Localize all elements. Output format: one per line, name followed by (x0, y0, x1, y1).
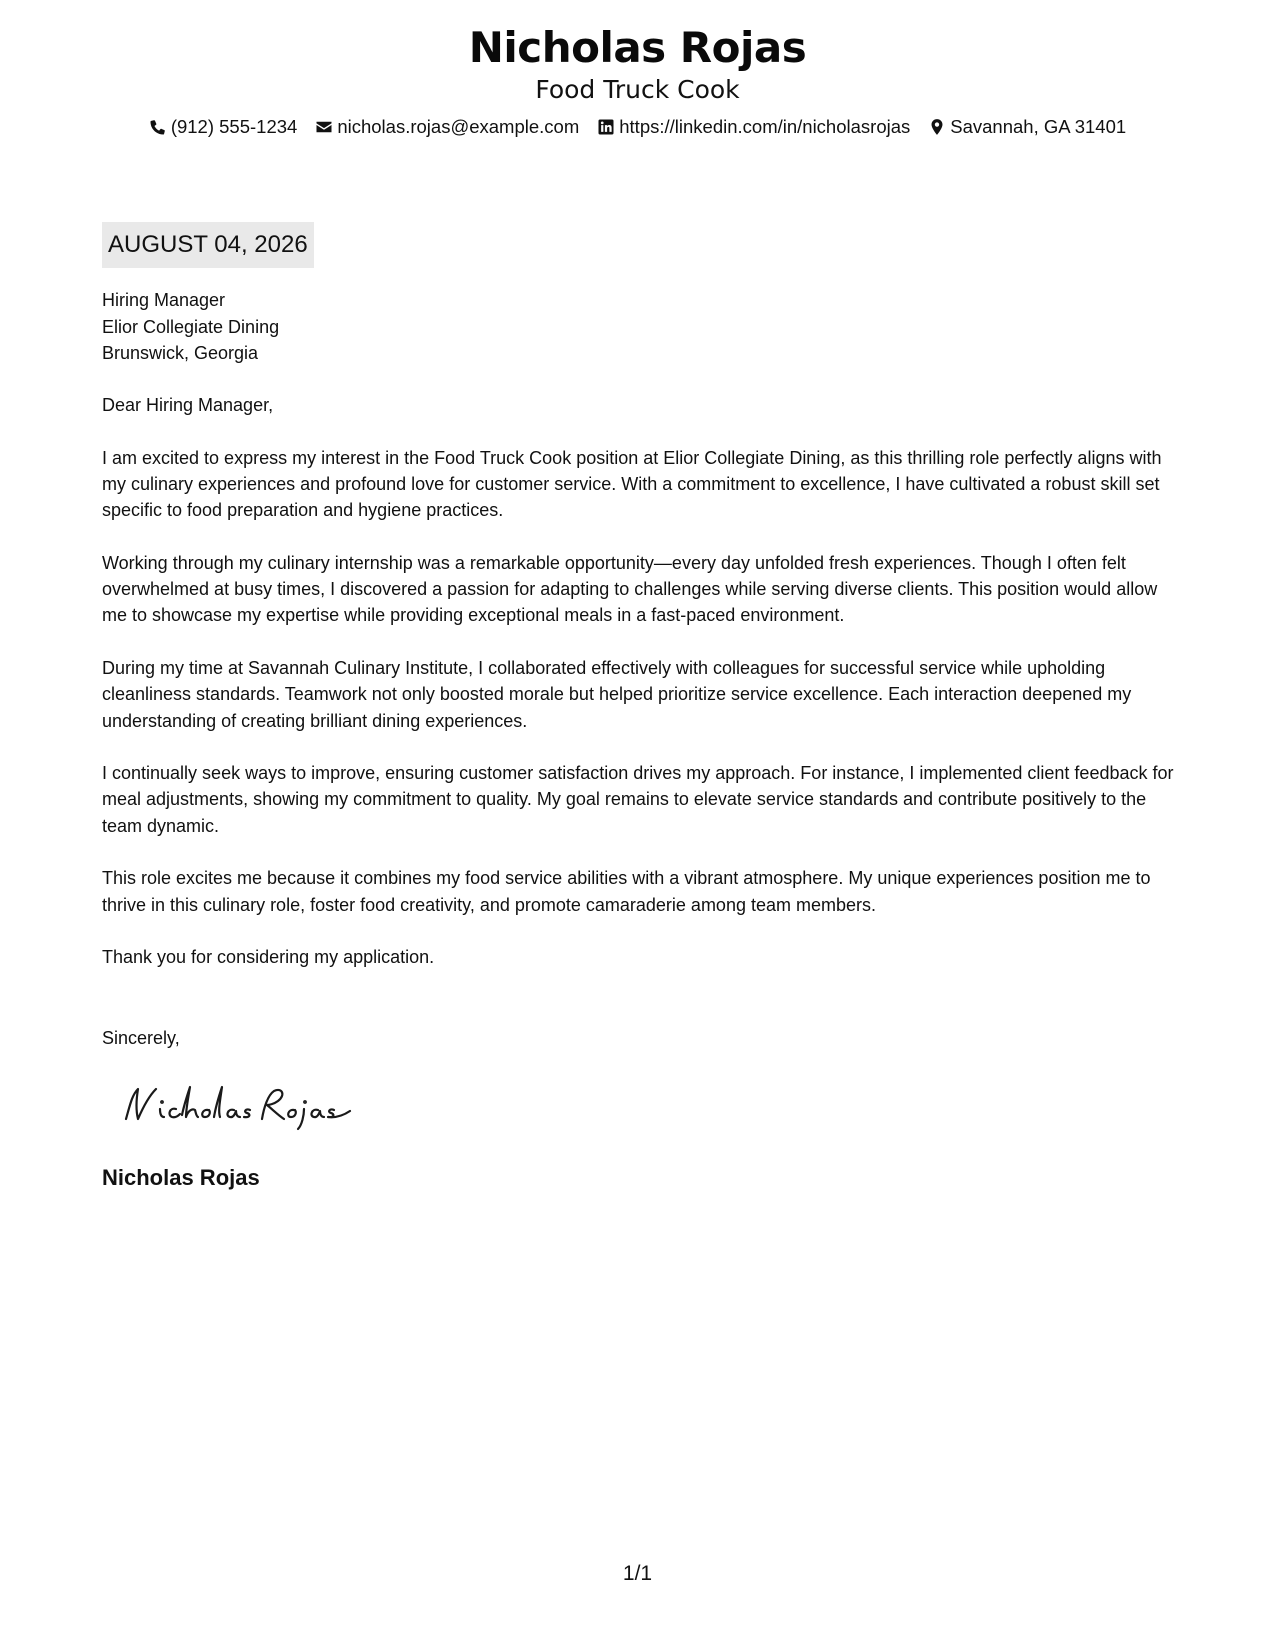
paragraph: This role excites me because it combines my food service abilities with a vibrant atmosphere. My unique experiences position me to thrive in this culinary role, foster food creativity, and promote camaraderie among team members. (102, 868, 1151, 915)
page-number: 1/1 (622, 1562, 653, 1585)
contact-bar (0, 114, 1275, 140)
recipient-title: Hiring Manager (102, 290, 226, 310)
recipient-location: Brunswick, Georgia (102, 343, 259, 363)
contact-linkedin (597, 114, 910, 140)
linkedin-text: https://linkedin.com/in/nicholasrojas (619, 116, 911, 137)
envelope-icon (315, 118, 333, 136)
paragraph: Thank you for considering my application. (102, 947, 435, 968)
email-text: nicholas.rojas@example.com (337, 116, 580, 137)
handwritten-signature (112, 1075, 362, 1135)
signer-name: Nicholas Rojas (102, 1165, 260, 1190)
applicant-name: Nicholas Rojas (468, 23, 807, 72)
paragraph: Working through my culinary internship was a remarkable opportunity—every day unfolded fresh experiences. Though I often felt overwhelmed at busy times, I discovered a passion for adapting to challenges while serving diverse clients. This position would allow me to showcase my expertise while providing exceptional meals in a fast-paced environment. (102, 552, 1158, 626)
map-marker-icon (928, 118, 946, 136)
contact-phone (149, 114, 298, 140)
letter-date: AUGUST 04, 2026 (102, 222, 314, 268)
paragraph: I continually seek ways to improve, ensuring customer satisfaction drives my approach. For instance, I implemented client feedback for meal adjustments, showing my commitment to quality. My goal remains to elevate service standards and contribute positively to the team dynamic. (102, 763, 1174, 836)
contact-location (928, 114, 1126, 140)
recipient-block (102, 287, 279, 367)
phone-icon (149, 118, 167, 136)
salutation: Dear Hiring Manager, (102, 395, 274, 415)
linkedin-icon (597, 118, 615, 136)
contact-email (315, 114, 579, 140)
letter-body (102, 392, 1182, 997)
phone-text: (912) 555-1234 (170, 116, 298, 137)
letter-header (0, 22, 1275, 140)
location-text: Savannah, GA 31401 (950, 116, 1127, 137)
paragraph: During my time at Savannah Culinary Institute, I collaborated effectively with colleagues for successful service while upholding cleanliness standards. Teamwork not only boosted morale but helped prioritize service excellence. Each interaction deepened my understanding of creating brilliant dining experiences. (102, 657, 1132, 731)
job-title: Food Truck Cook (535, 75, 740, 104)
recipient-company: Elior Collegiate Dining (102, 316, 280, 337)
closing: Sincerely, (102, 1028, 180, 1048)
paragraph: I am excited to express my interest in the Food Truck Cook position at Elior Collegiate Dining, as this thrilling role perfectly aligns with my culinary experiences and profound love for customer service. With a commitment to excellence, I have cultivated a robust skill set specific to food preparation and hygiene practices. (102, 447, 1162, 521)
